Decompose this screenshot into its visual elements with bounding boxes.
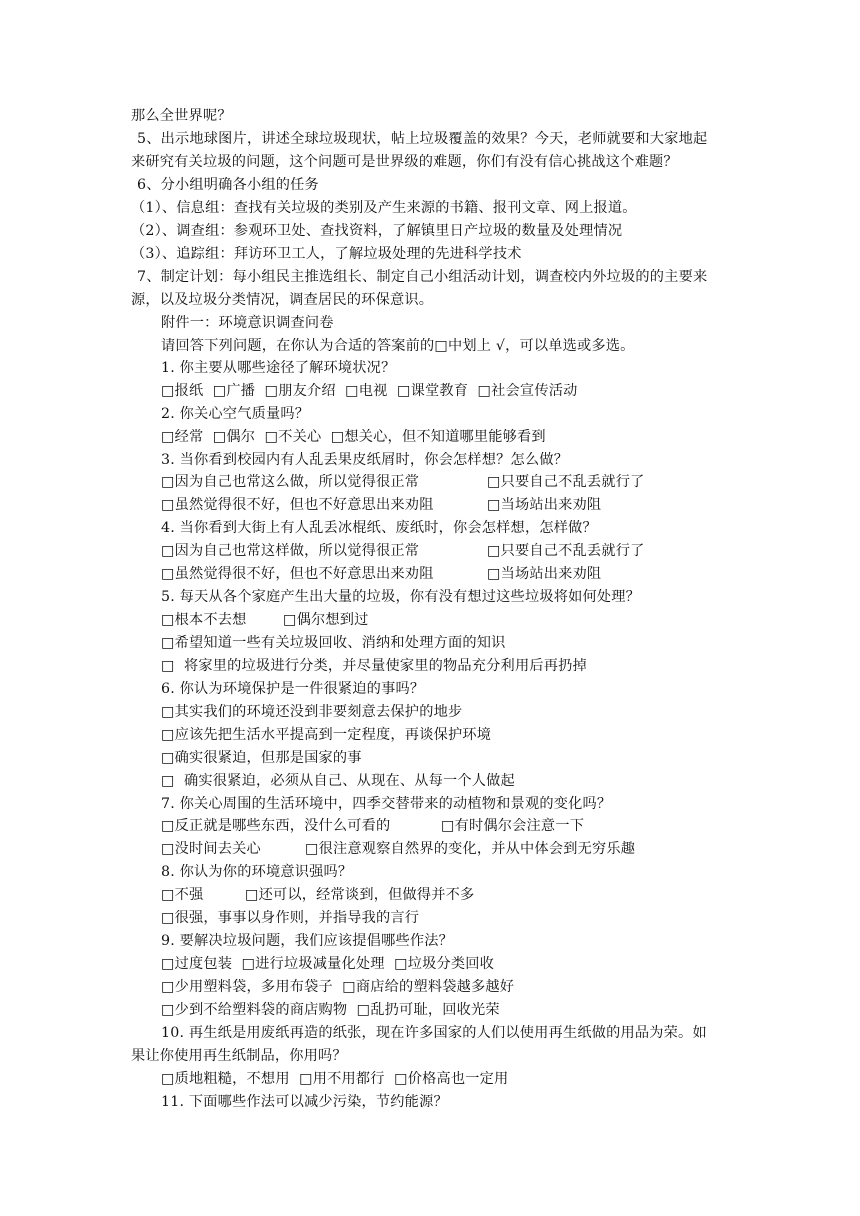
option-row: □少到不给塑料袋的商店购物 □乱扔可耻，回收光荣	[161, 1002, 500, 1018]
option-row: □少用塑料袋，多用布袋子 □商店给的塑料袋越多越好	[161, 979, 515, 995]
option-row: □有时偶尔会注意一下	[441, 818, 585, 834]
option-row: □偶尔想到过	[283, 612, 369, 628]
option-row: □因为自己也常这么做，所以觉得很正常	[161, 474, 420, 490]
question-title: 11. 下面哪些作法可以减少污染，节约能源？	[161, 1094, 448, 1110]
option-row: □质地粗糙，不想用 □用不用都行 □价格高也一定用	[161, 1071, 509, 1087]
text-line: （2）、调查组：参观环卫处、查找资料，了解镇里日产垃圾的数量及处理情况	[131, 223, 623, 239]
heading-appendix: 附件一：环境意识调查问卷	[161, 315, 334, 331]
option-row: □没时间去关心	[161, 841, 261, 857]
option-row: □虽然觉得很不好，但也不好意思出来劝阻	[161, 566, 434, 582]
text-line: 果让你使用再生纸制品，你用吗？	[131, 1048, 347, 1064]
option-row: □当场站出来劝阻	[487, 566, 602, 582]
question-title: 6. 你认为环境保护是一件很紧迫的事吗？	[161, 681, 425, 697]
text-line: 6、分小组明确各小组的任务	[137, 177, 319, 193]
text-line: 5、出示地球图片，讲述全球垃圾现状，帖上垃圾覆盖的效果？今天，老师就要和大家地起	[137, 131, 708, 147]
option-row: □根本不去想	[161, 612, 247, 628]
option-row: □过度包装 □进行垃圾减量化处理 □垃圾分类回收	[161, 956, 495, 972]
option-row: □ 确实很紧迫，必须从自己、从现在、从每一个人做起	[161, 773, 515, 789]
option-row: □ 将家里的垃圾进行分类，并尽量使家里的物品充分利用后再扔掉	[161, 658, 587, 674]
option-row: □当场站出来劝阻	[487, 497, 602, 513]
text-line: 来研究有关垃圾的问题，这个问题可是世界级的难题，你们有没有信心挑战这个难题？	[131, 154, 678, 170]
text-line: 7、制定计划：每小组民主推选组长、制定自己小组活动计划，调查校内外垃圾的的主要来	[137, 269, 708, 285]
option-row: □不强	[161, 887, 204, 903]
question-title: 10. 再生纸是用废纸再造的纸张，现在许多国家的人们以使用再生纸做的用品为荣。如	[161, 1025, 707, 1041]
option-row: □还可以，经常谈到，但做得并不多	[245, 887, 475, 903]
text-line: 请回答下列问题，在你认为合适的答案前的□中划上 √，可以单选或多选。	[161, 338, 635, 354]
question-title: 3. 当你看到校园内有人乱丢果皮纸屑时，你会怎样想？怎么做？	[161, 452, 569, 468]
text-line: （3）、追踪组：拜访环卫工人，了解垃圾处理的先进科学技术	[131, 246, 522, 262]
option-row: □经常 □偶尔 □不关心 □想关心，但不知道哪里能够看到	[161, 429, 546, 445]
option-row: □只要自己不乱丢就行了	[487, 543, 645, 559]
text-line: （1）、信息组：查找有关垃圾的类别及产生来源的书籍、报刊文章、网上报道。	[131, 200, 637, 216]
question-title: 2. 你关心空气质量吗？	[161, 406, 310, 422]
option-row: □希望知道一些有关垃圾回收、消纳和处理方面的知识	[161, 635, 506, 651]
question-title: 7. 你关心周围的生活环境中，四季交替带来的动植物和景观的变化吗？	[161, 796, 612, 812]
option-row: □只要自己不乱丢就行了	[487, 474, 645, 490]
question-title: 5. 每天从各个家庭产生出大量的垃圾，你有没有想过这些垃圾将如何处理？	[161, 589, 641, 605]
option-row: □很强，事事以身作则，并指导我的言行	[161, 910, 420, 926]
option-row: □反正就是哪些东西，没什么可看的	[161, 818, 391, 834]
option-row: □因为自己也常这样做，所以觉得很正常	[161, 543, 420, 559]
option-row: □报纸 □广播 □朋友介绍 □电视 □课堂教育 □社会宣传活动	[161, 383, 578, 399]
option-row: □应该先把生活水平提高到一定程度，再谈保护环境	[161, 727, 492, 743]
option-row: □确实很紧迫，但那是国家的事	[161, 750, 362, 766]
question-title: 1. 你主要从哪些途径了解环境状况？	[161, 360, 396, 376]
text-line: 那么全世界呢？	[131, 108, 232, 124]
option-row: □虽然觉得很不好，但也不好意思出来劝阻	[161, 497, 434, 513]
text-line: 源，以及垃圾分类情况，调查居民的环保意识。	[131, 292, 434, 308]
question-title: 8. 你认为你的环境意识强吗？	[161, 864, 353, 880]
question-title: 9. 要解决垃圾问题，我们应该提倡哪些作法？	[161, 933, 454, 949]
question-title: 4. 当你看到大街上有人乱丢冰棍纸、废纸时，你会怎样想，怎样做？	[161, 520, 597, 536]
option-row: □其实我们的环境还没到非要刻意去保护的地步	[161, 704, 463, 720]
option-row: □很注意观察自然界的变化，并从中体会到无穷乐趣	[305, 841, 636, 857]
